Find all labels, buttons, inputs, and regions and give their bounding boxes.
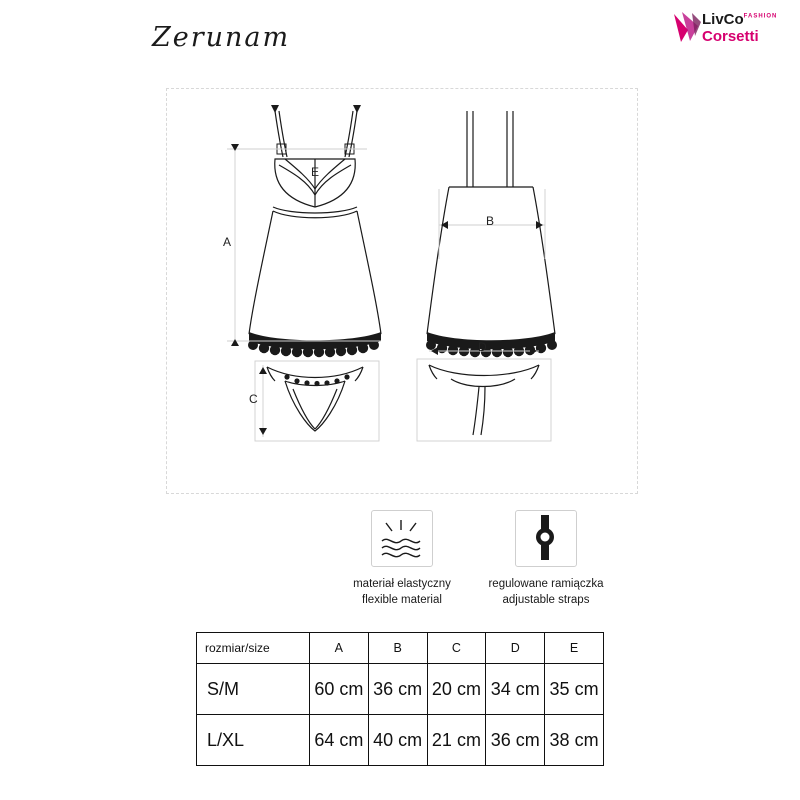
garment-technical-drawing [167,89,635,491]
dimension-label-c: C [249,392,258,406]
size-table-header-e: E [545,633,604,664]
size-table-header-d: D [486,633,545,664]
size-value-d: 34 cm [486,664,545,715]
size-value-a: 60 cm [309,664,368,715]
dimension-label-d: D [478,340,487,354]
front-hem-ruffle [248,332,381,357]
size-table-header-a: A [309,633,368,664]
brand-mark-icon [672,10,702,44]
adjustable-straps-icon [515,510,577,567]
size-value-b: 36 cm [368,664,427,715]
table-row [197,715,604,766]
feature-caption-pl: materiał elastyczny [353,578,451,590]
size-value-c: 20 cm [427,664,486,715]
dimension-label-a: A [223,235,232,249]
front-arrowheads [231,105,361,346]
feature-flexible-material [322,510,482,608]
table-row [197,664,604,715]
size-table-header-row [197,633,604,664]
feature-caption-pl: regulowane ramiączka [488,578,604,590]
front-measure-guides [227,149,381,341]
brand-logo [672,10,782,50]
size-label: S/M [197,664,310,715]
feature-caption-en: flexible material [362,593,442,606]
size-value-c: 21 cm [427,715,486,766]
page-title: Zerunam [152,22,291,53]
size-table-header-b: B [368,633,427,664]
size-value-b: 40 cm [368,715,427,766]
thong-back-guides [417,351,551,441]
size-value-d: 36 cm [486,715,545,766]
illustration-frame [166,88,638,494]
size-value-e: 38 cm [545,715,604,766]
size-value-a: 64 cm [309,715,368,766]
size-value-e: 35 cm [545,664,604,715]
size-table-header-c: C [427,633,486,664]
chemise-front-view [249,111,381,342]
feature-caption-en: adjustable straps [502,593,590,606]
elastic-material-icon [371,510,433,567]
thong-back-view [429,365,539,435]
brand-superscript: FASHION [743,13,778,20]
brand-name-primary: LivCo [702,11,744,28]
size-table [196,632,604,766]
back-hem-ruffle [426,332,557,357]
brand-name-secondary: Corsetti [702,27,759,45]
dimension-label-e: E [311,165,320,179]
feature-adjustable-straps [466,510,626,608]
dimension-label-b: B [486,214,495,228]
size-label: L/XL [197,715,310,766]
size-table-header-size: rozmiar/size [197,633,310,664]
